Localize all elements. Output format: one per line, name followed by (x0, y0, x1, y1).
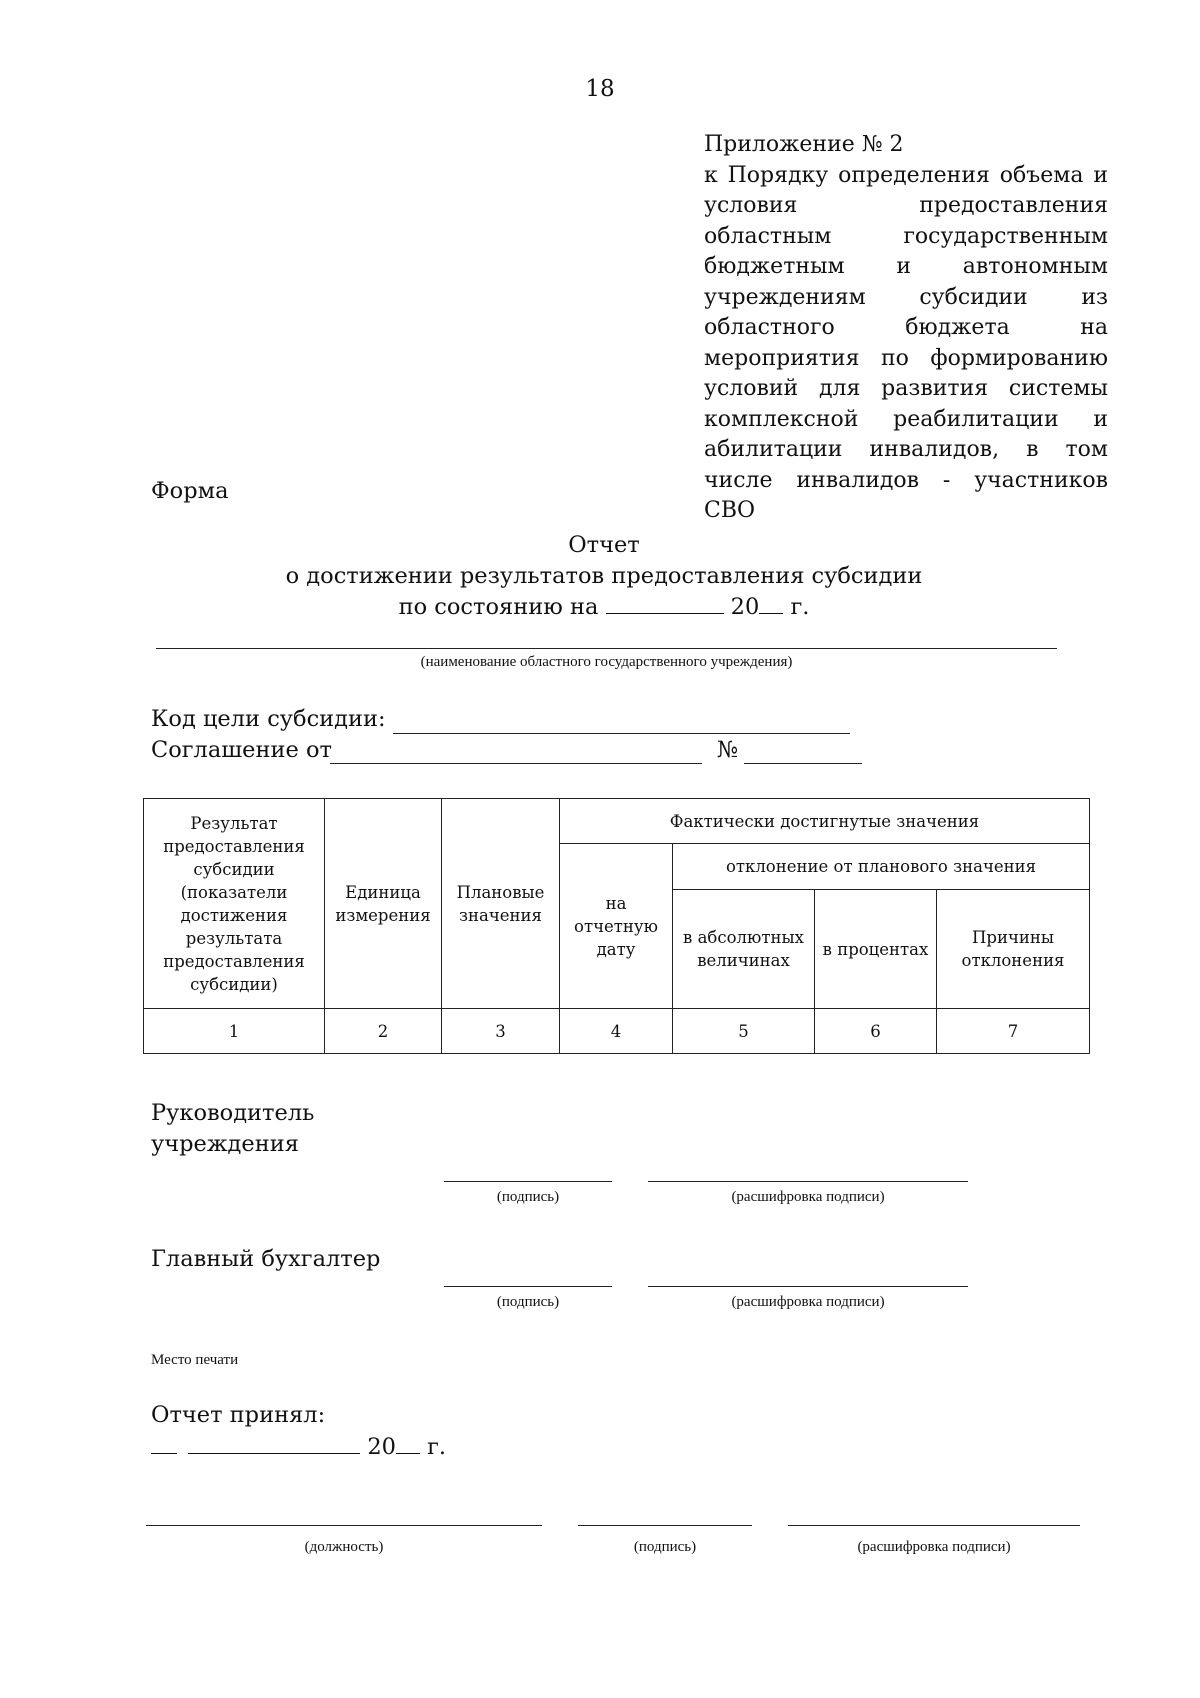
position-line[interactable] (146, 1525, 542, 1526)
accepted-month-blank[interactable] (188, 1452, 360, 1454)
accountant-signature-caption: (подпись) (496, 1294, 560, 1310)
results-table (143, 798, 1090, 1054)
report-title (0, 530, 1200, 623)
accepted-date-line (151, 1434, 446, 1460)
accepted-day-blank[interactable] (151, 1452, 177, 1454)
column-number: 3 (442, 1009, 560, 1054)
accountant-label: Главный бухгалтер (151, 1246, 381, 1272)
accountant-decoding-line[interactable] (648, 1286, 968, 1287)
header-absolute: в абсолютных величинах (673, 890, 815, 1009)
report-year: 20 (730, 594, 760, 620)
header-reasons: Причины отклонения (937, 890, 1090, 1009)
agreement-number-label: № (717, 737, 739, 763)
column-number: 1 (144, 1009, 325, 1054)
stamp-place: Место печати (151, 1352, 239, 1368)
column-number: 7 (937, 1009, 1090, 1054)
head-signature-caption: (подпись) (496, 1189, 560, 1205)
column-number: 4 (560, 1009, 673, 1054)
header-actual: Фактически достигнутые значения (560, 799, 1090, 844)
institution-caption: (наименование областного государственного учреждения) (420, 654, 793, 670)
report-date-prefix: по состоянию на (398, 594, 599, 620)
agreement-number-line[interactable] (744, 763, 862, 764)
subsidy-code-line[interactable] (393, 733, 850, 734)
accepted-year-suffix: г. (427, 1434, 447, 1460)
report-title-line1: Отчет (568, 532, 640, 558)
header-on-date: на отчетную дату (560, 844, 673, 1009)
header-planned: Плановые значения (442, 799, 560, 1009)
accepted-decoding-line[interactable] (788, 1525, 1080, 1526)
report-year-blank[interactable] (759, 612, 783, 614)
report-title-line2: о достижении результатов предоставления субсидии (285, 563, 923, 589)
report-date-blank[interactable] (606, 612, 724, 614)
accepted-label: Отчет принял: (151, 1402, 326, 1428)
accepted-year-blank[interactable] (396, 1452, 420, 1454)
appendix-text: к Порядку определения объема и условия предоставления областным государственным бюджетным и автономным учреждениям субсидии из областного бюджета на мероприятия по формированию условий для развития системы комплексной реабилитации и абилитации инвалидов, в том числе инвалидов - участников СВО (704, 162, 1108, 523)
appendix-block (704, 130, 1108, 527)
form-label: Форма (151, 478, 229, 504)
head-decoding-line[interactable] (648, 1181, 968, 1182)
head-label: Руководитель учреждения (151, 1100, 315, 1157)
accountant-signature-line[interactable] (444, 1286, 612, 1287)
accountant-decoding-caption: (расшифровка подписи) (731, 1294, 885, 1310)
head-signature-line[interactable] (444, 1181, 612, 1182)
page-number: 18 (585, 76, 615, 102)
column-number: 5 (673, 1009, 815, 1054)
accepted-decoding-caption: (расшифровка подписи) (857, 1539, 1011, 1555)
institution-name-line[interactable] (156, 648, 1057, 649)
accepted-signature-line[interactable] (578, 1525, 752, 1526)
agreement-date-line[interactable] (330, 763, 702, 764)
header-unit: Единица измерения (325, 799, 442, 1009)
appendix-title: Приложение № 2 (704, 132, 904, 157)
report-date-line (0, 592, 1200, 623)
head-decoding-caption: (расшифровка подписи) (731, 1189, 885, 1205)
accepted-signature-caption: (подпись) (633, 1539, 697, 1555)
column-number: 2 (325, 1009, 442, 1054)
position-caption: (должность) (304, 1539, 384, 1555)
report-year-suffix: г. (790, 594, 810, 620)
header-deviation: отклонение от планового значения (673, 844, 1090, 890)
header-percent: в процентах (815, 890, 937, 1009)
subsidy-code-label: Код цели субсидии: (151, 706, 386, 732)
column-number: 6 (815, 1009, 937, 1054)
agreement-label: Соглашение от (151, 737, 332, 763)
accepted-year: 20 (367, 1434, 396, 1460)
header-result: Результат предоставления субсидии (показатели достижения результата предоставления субсидии) (144, 799, 325, 1009)
